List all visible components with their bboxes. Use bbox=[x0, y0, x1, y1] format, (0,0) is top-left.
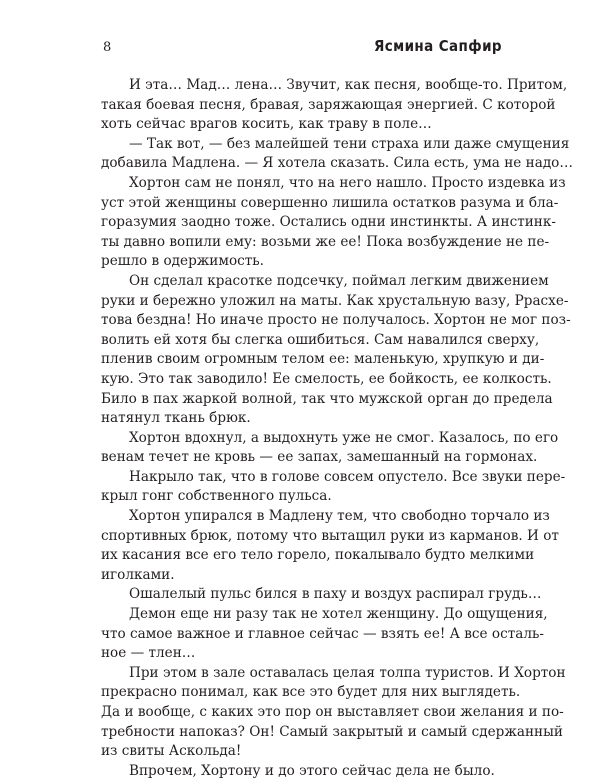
text-line: их касания все его тело горело, покалывало будто мелкими bbox=[101, 547, 535, 564]
text-line: что самое важное и главное сейчас — взять ее! А все осталь- bbox=[101, 625, 544, 642]
text-line: требности напоказ? Он! Самый закрытый и самый сдержанный bbox=[101, 723, 563, 740]
text-line: крыл гонг собственного пульса. bbox=[101, 488, 332, 505]
body-text bbox=[101, 76, 573, 781]
text-line: из свиты Аскольда! bbox=[101, 743, 242, 760]
text-line: Накрыло так, что в голове совсем опустело. Все звуки пере- bbox=[129, 468, 566, 485]
text-line: решло в одержимость. bbox=[101, 253, 264, 270]
text-line: Хортон вдохнул, а выдохнуть уже не смог. Казалось, по его bbox=[129, 429, 559, 446]
text-line: натянул ткань брюк. bbox=[101, 410, 251, 427]
text-line: При этом в зале оставалась целая толпа туристов. И Хортон bbox=[129, 664, 566, 681]
text-line: пленив своим огромным телом ее: маленькую, хрупкую и ди- bbox=[101, 351, 545, 368]
text-line: това бездна! Но иначе просто не получалось. Хортон не мог поз- bbox=[101, 312, 571, 329]
text-line: Ошалелый пульс бился в паху и воздух распирал грудь… bbox=[129, 586, 542, 603]
text-line: Хортон упирался в Мадлену тем, что свободно торчало из bbox=[129, 508, 550, 525]
text-line: ты давно вопили ему: возьми же ее! Пока возбуждение не пе- bbox=[101, 233, 550, 250]
text-line: хоть сейчас врагов косить, как траву в поле… bbox=[101, 116, 432, 133]
text-line: венам течет не кровь — ее запах, замешанный на гормонах. bbox=[101, 449, 538, 466]
text-line: И эта… Мад… лена… Звучит, как песня, вообще-то. Притом, bbox=[129, 77, 568, 93]
text-line: горазумия заодно тоже. Остались одни инстинкты. А инстинк- bbox=[101, 214, 556, 231]
text-line: спортивных брюк, потому что вытащил руки из карманов. И от bbox=[101, 527, 559, 544]
text-line: иголками. bbox=[101, 566, 175, 583]
page-header bbox=[100, 34, 504, 64]
text-line: Демон еще ни разу так не хотел женщину. До ощущения, bbox=[129, 606, 548, 623]
text-line: Било в пах жаркой волной, так что мужской орган до предела bbox=[101, 390, 553, 407]
running-head-author: Ясмина Сапфир bbox=[373, 37, 502, 55]
text-line: Да и вообще, с каких это пор он выставляет свои желания и по- bbox=[101, 704, 564, 720]
text-line: кую. Это так заводило! Ее смелость, ее бойкость, ее колкость. bbox=[101, 370, 552, 387]
text-line: руки и бережно уложил на маты. Как хрустальную вазу, Ррасхе- bbox=[101, 292, 569, 309]
text-line: Впрочем, Хортону и до этого сейчас дела не было. bbox=[129, 762, 495, 779]
text-line: Хортон сам не понял, что на него нашло. Просто издевка из bbox=[129, 174, 566, 191]
text-line: прекрасно понимал, как все это будет для них выглядеть. bbox=[101, 684, 521, 701]
text-line: ное — тлен… bbox=[101, 645, 196, 662]
text-line: — Так вот, — без малейшей тени страха или даже смущения bbox=[129, 135, 570, 152]
page-number: 8 bbox=[103, 40, 112, 55]
text-line: добавила Мадлена. — Я хотела сказать. Сила есть, ума не надо… bbox=[101, 155, 573, 172]
text-line: такая боевая песня, бравая, заряжающая энергией. С которой bbox=[101, 96, 556, 113]
text-line: волить ей хотя бы слегка ошибиться. Сам навалился сверху, bbox=[101, 331, 540, 348]
text-line: Он сделал красотке подсечку, поймал легким движением bbox=[129, 272, 549, 289]
text-line: уст этой женщины совершенно лишила остатков разума и бла- bbox=[101, 194, 559, 211]
